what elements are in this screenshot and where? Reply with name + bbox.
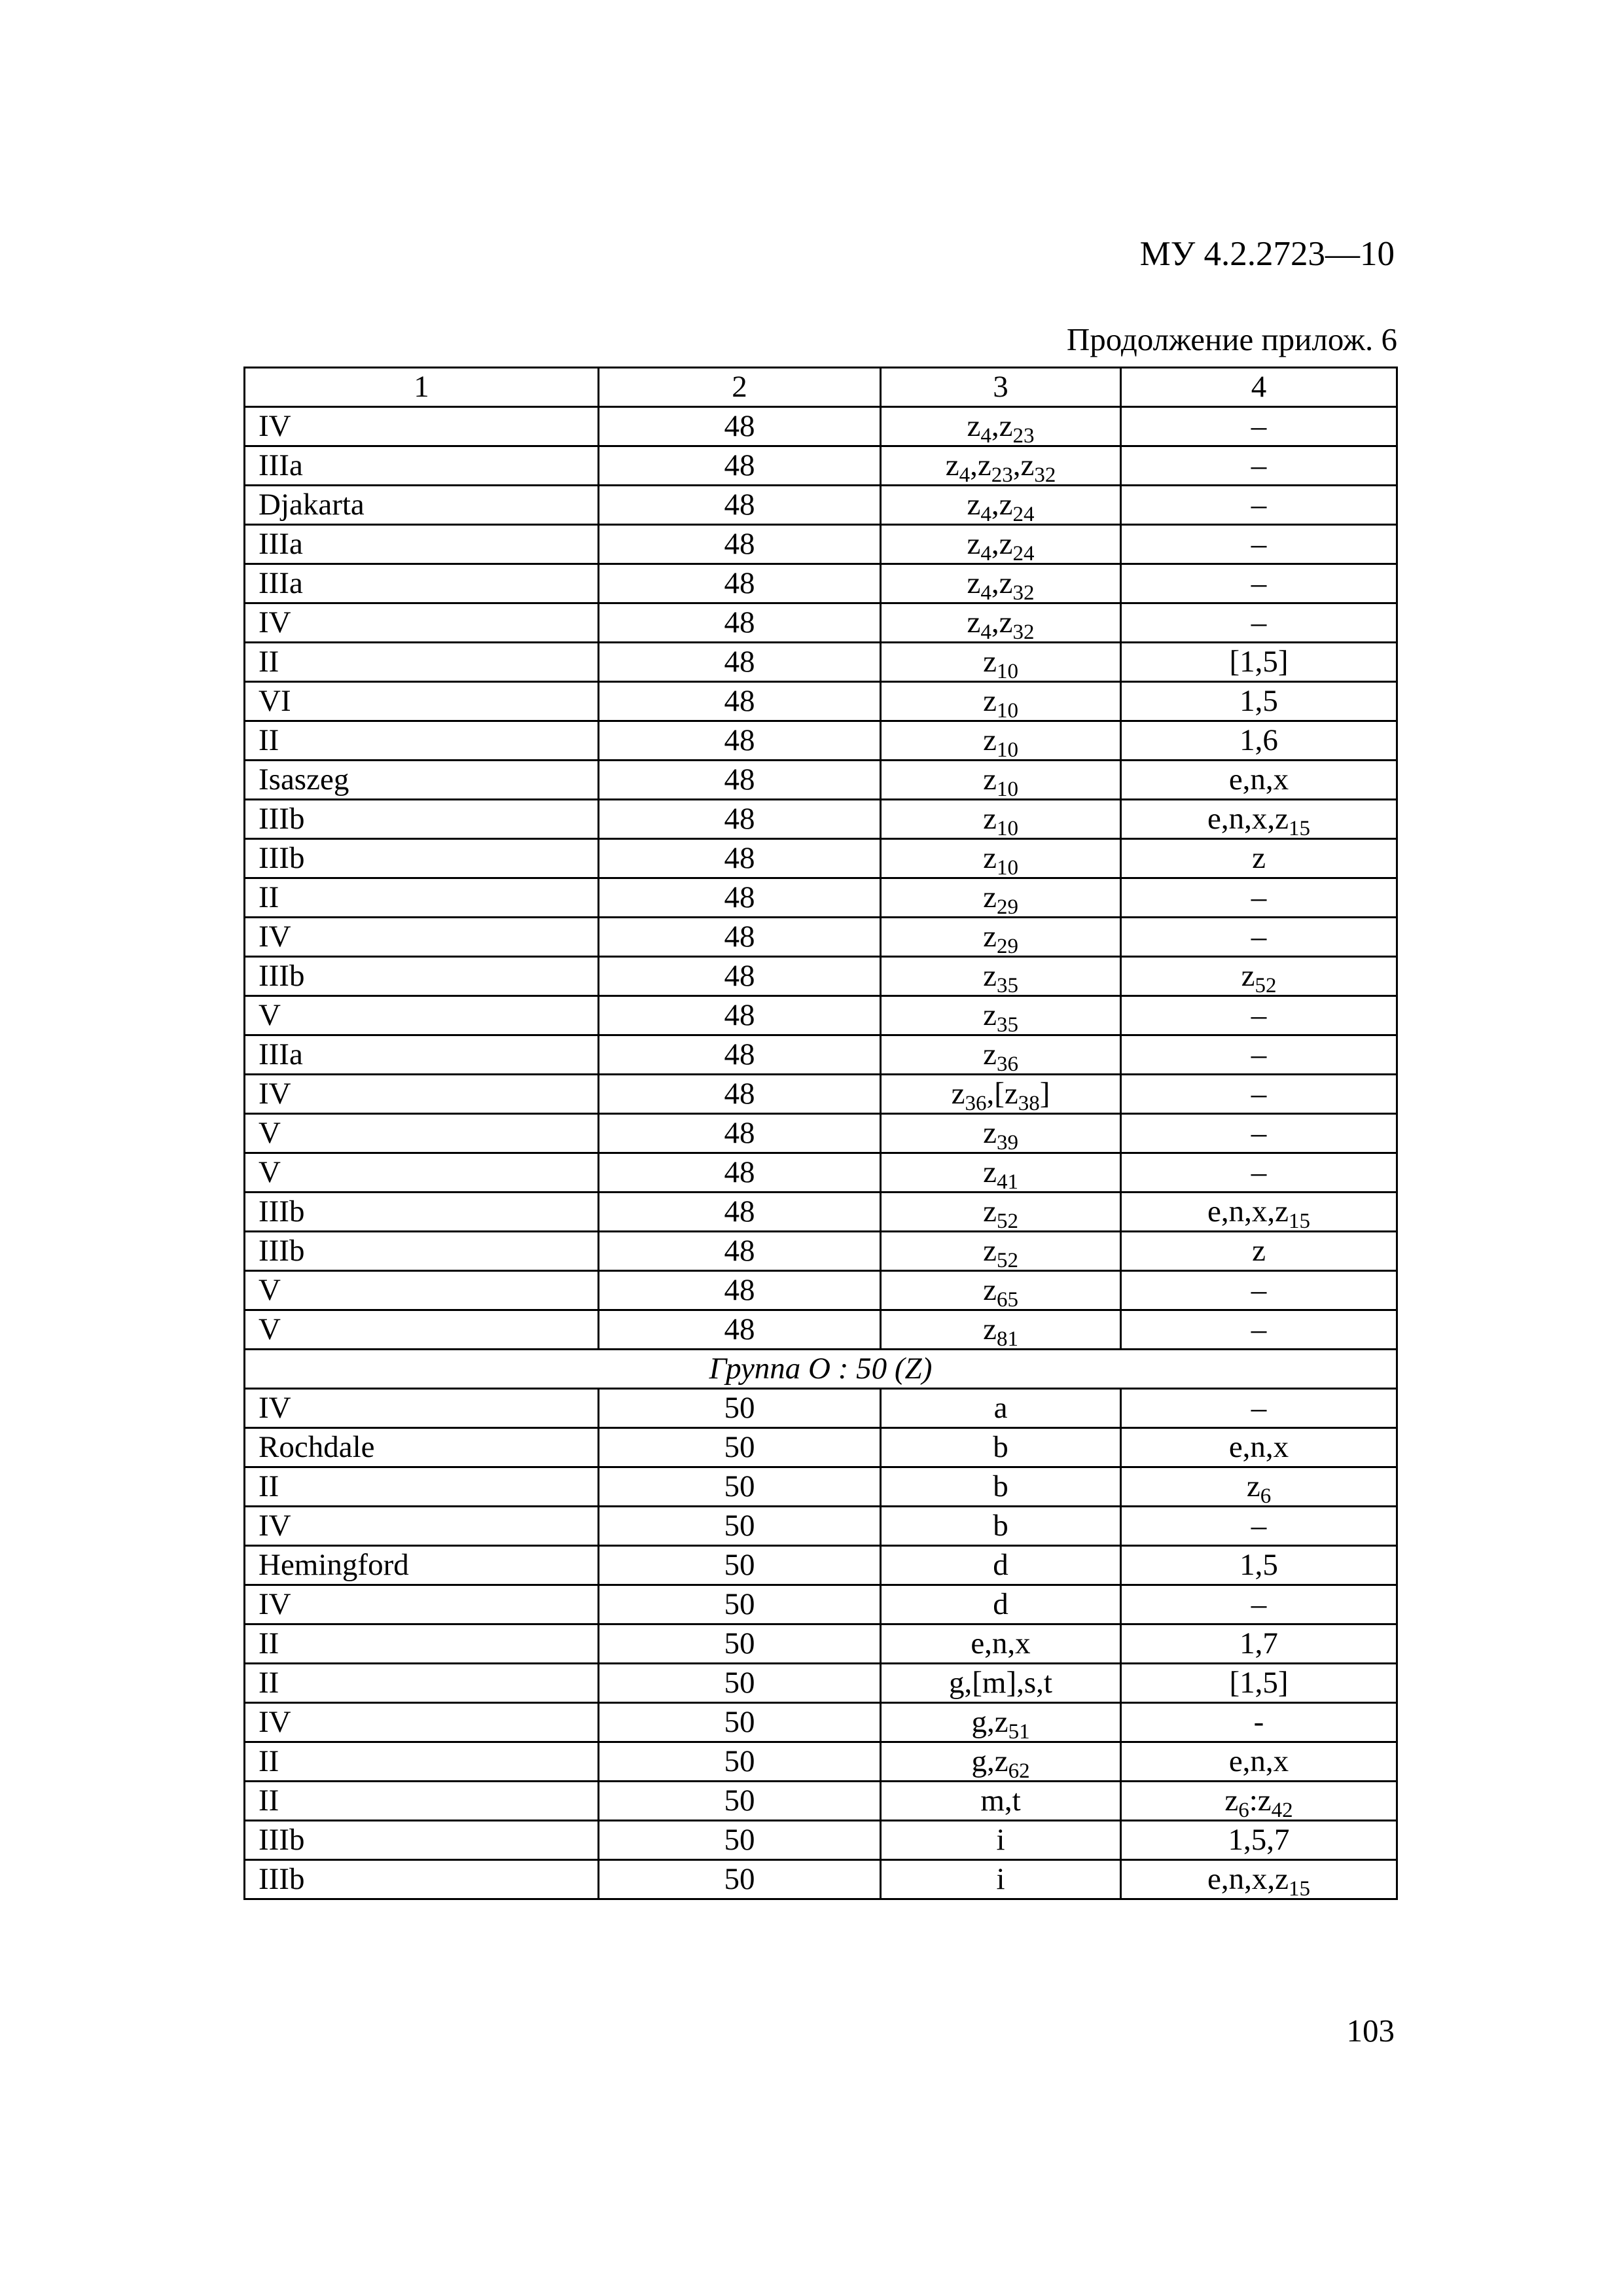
table-cell-c4: – (1121, 918, 1397, 957)
table-row (245, 1585, 1397, 1624)
table-cell-c3: b (881, 1467, 1121, 1507)
table-cell-c1: Isaszeg (245, 761, 599, 800)
table-cell-c3: $z_4,z_{23}$ (881, 407, 1121, 446)
group-heading: Группа О : 50 (Z) (245, 1350, 1397, 1389)
table-cell-c3: d (881, 1585, 1121, 1624)
table-cell-c3: $z_4,z_{24}$ (881, 525, 1121, 564)
table-row (245, 525, 1397, 564)
table-cell-c3: i (881, 1860, 1121, 1899)
appendix-continuation-label: Продолжение прилож. 6 (1066, 321, 1397, 357)
table-cell-c3: $z_{29}$ (881, 878, 1121, 918)
table-row (245, 1507, 1397, 1546)
table-cell-c4: – (1121, 1585, 1397, 1624)
table-cell-c2: 48 (599, 1035, 881, 1075)
table-cell-c1: IV (245, 1585, 599, 1624)
table-cell-c2: 48 (599, 1271, 881, 1310)
column-header-2: 2 (599, 368, 881, 407)
table-cell-c3: $z_{52}$ (881, 1193, 1121, 1232)
table-row (245, 603, 1397, 643)
table-cell-c3: $z_{35}$ (881, 996, 1121, 1035)
table-cell-c3: $z_{29}$ (881, 918, 1121, 957)
table-row (245, 761, 1397, 800)
table-row (245, 1035, 1397, 1075)
table-row (245, 1389, 1397, 1428)
table-cell-c3: a (881, 1389, 1121, 1428)
table-cell-c4: $z_6$ (1121, 1467, 1397, 1507)
table-row (245, 1664, 1397, 1703)
table-cell-c3: $z_{65}$ (881, 1271, 1121, 1310)
table-cell-c1: V (245, 1114, 599, 1153)
table-cell-c4: [1,5] (1121, 643, 1397, 682)
table-cell-c1: IV (245, 603, 599, 643)
table-cell-c4: $z_{52}$ (1121, 957, 1397, 996)
table-body (245, 407, 1397, 1899)
table-cell-c1: II (245, 1664, 599, 1703)
table-cell-c1: IV (245, 1389, 599, 1428)
table-cell-c2: 48 (599, 957, 881, 996)
table-cell-c2: 50 (599, 1703, 881, 1742)
table-row (245, 918, 1397, 957)
table-cell-c1: V (245, 1153, 599, 1193)
table-cell-c3: $g,z_{51}$ (881, 1703, 1121, 1742)
table-cell-c1: Hemingford (245, 1546, 599, 1585)
table-cell-c4: – (1121, 878, 1397, 918)
table-cell-c1: VI (245, 682, 599, 721)
table-cell-c3: $z_{10}$ (881, 721, 1121, 761)
table-row (245, 1428, 1397, 1467)
table-cell-c3: $z_4,z_{23},z_{32}$ (881, 446, 1121, 486)
table-cell-c4: – (1121, 1389, 1397, 1428)
table-row (245, 1193, 1397, 1232)
table-cell-c2: 50 (599, 1546, 881, 1585)
table-cell-c4: [1,5] (1121, 1664, 1397, 1703)
table-cell-c4: – (1121, 1153, 1397, 1193)
table-cell-c2: 50 (599, 1428, 881, 1467)
table-row (245, 1782, 1397, 1821)
table-cell-c2: 48 (599, 603, 881, 643)
table-row (245, 643, 1397, 682)
table-cell-c4: z (1121, 839, 1397, 878)
table-cell-c1: IV (245, 1703, 599, 1742)
table-cell-c2: 50 (599, 1782, 881, 1821)
table-row (245, 957, 1397, 996)
table-cell-c4: $e,n,x,z_{15}$ (1121, 1193, 1397, 1232)
table-cell-c4: z (1121, 1232, 1397, 1271)
table-cell-c1: IIIa (245, 1035, 599, 1075)
table-cell-c4: – (1121, 446, 1397, 486)
table-row (245, 682, 1397, 721)
table-cell-c1: V (245, 1271, 599, 1310)
table-cell-c1: IIIb (245, 1821, 599, 1860)
table-cell-c3: g,[m],s,t (881, 1664, 1121, 1703)
table-cell-c2: 50 (599, 1624, 881, 1664)
table-cell-c2: 48 (599, 761, 881, 800)
table-cell-c1: V (245, 1310, 599, 1350)
table-cell-c2: 50 (599, 1664, 881, 1703)
table-cell-c1: IV (245, 1507, 599, 1546)
table-cell-c3: $z_{35}$ (881, 957, 1121, 996)
table-cell-c2: 48 (599, 721, 881, 761)
table-cell-c2: 48 (599, 682, 881, 721)
table-cell-c3: i (881, 1821, 1121, 1860)
table-cell-c4: – (1121, 407, 1397, 446)
table-cell-c3: $z_{10}$ (881, 800, 1121, 839)
table-cell-c4: – (1121, 1114, 1397, 1153)
table-cell-c2: 48 (599, 1193, 881, 1232)
table-cell-c3: d (881, 1546, 1121, 1585)
table-cell-c1: II (245, 721, 599, 761)
table-row (245, 1467, 1397, 1507)
table-row (245, 1624, 1397, 1664)
table-row (245, 1742, 1397, 1782)
table-cell-c4: 1,7 (1121, 1624, 1397, 1664)
column-header-4: 4 (1121, 368, 1397, 407)
table-row (245, 800, 1397, 839)
table-cell-c4: – (1121, 603, 1397, 643)
table-row (245, 1232, 1397, 1271)
table-cell-c3: $z_4,z_{32}$ (881, 564, 1121, 603)
table-cell-c2: 48 (599, 839, 881, 878)
table-cell-c1: II (245, 1742, 599, 1782)
table-cell-c3: $z_{36}$ (881, 1035, 1121, 1075)
table-cell-c3: e,n,x (881, 1624, 1121, 1664)
column-header-3: 3 (881, 368, 1121, 407)
table-cell-c4: $z_6:z_{42}$ (1121, 1782, 1397, 1821)
table-row (245, 1271, 1397, 1310)
table-cell-c4: – (1121, 1271, 1397, 1310)
table-row (245, 564, 1397, 603)
table-cell-c3: $z_{39}$ (881, 1114, 1121, 1153)
table-cell-c4: $e,n,x,z_{15}$ (1121, 1860, 1397, 1899)
table-cell-c4: – (1121, 486, 1397, 525)
serovar-table (243, 367, 1398, 1900)
table-cell-c4: – (1121, 996, 1397, 1035)
table-cell-c3: b (881, 1428, 1121, 1467)
table-cell-c2: 48 (599, 446, 881, 486)
table-cell-c3: $z_{10}$ (881, 761, 1121, 800)
table-row (245, 839, 1397, 878)
table-cell-c4: – (1121, 1075, 1397, 1114)
table-cell-c4: – (1121, 525, 1397, 564)
table-cell-c1: IIIa (245, 525, 599, 564)
table-cell-c1: II (245, 643, 599, 682)
table-cell-c3: $z_{81}$ (881, 1310, 1121, 1350)
table-row (245, 1821, 1397, 1860)
table-cell-c1: Rochdale (245, 1428, 599, 1467)
table-cell-c1: II (245, 1782, 599, 1821)
table-row (245, 1703, 1397, 1742)
table-cell-c1: V (245, 996, 599, 1035)
table-row (245, 446, 1397, 486)
table-cell-c2: 50 (599, 1467, 881, 1507)
table-cell-c3: $z_{10}$ (881, 682, 1121, 721)
table-cell-c4: 1,5 (1121, 1546, 1397, 1585)
table-cell-c1: IIIb (245, 1860, 599, 1899)
table-cell-c2: 48 (599, 407, 881, 446)
table-cell-c1: IV (245, 918, 599, 957)
table-cell-c2: 50 (599, 1742, 881, 1782)
table-cell-c2: 48 (599, 525, 881, 564)
table-row (245, 407, 1397, 446)
table-header-row (245, 368, 1397, 407)
table-row (245, 1114, 1397, 1153)
table-cell-c1: IIIb (245, 800, 599, 839)
table-cell-c2: 48 (599, 1075, 881, 1114)
table-cell-c4: – (1121, 1507, 1397, 1546)
table-cell-c1: IIIb (245, 1232, 599, 1271)
table-cell-c1: IIIb (245, 1193, 599, 1232)
table-cell-c3: $z_{41}$ (881, 1153, 1121, 1193)
table-cell-c3: $z_{10}$ (881, 839, 1121, 878)
table-cell-c2: 48 (599, 800, 881, 839)
document-code: МУ 4.2.2723—10 (1139, 235, 1395, 273)
table-cell-c4: - (1121, 1703, 1397, 1742)
table-cell-c3: $z_{10}$ (881, 643, 1121, 682)
table-cell-c4: $e,n,x,z_{15}$ (1121, 800, 1397, 839)
table-cell-c1: IIIb (245, 957, 599, 996)
table-cell-c4: e,n,x (1121, 1428, 1397, 1467)
table-cell-c2: 48 (599, 486, 881, 525)
table-cell-c2: 48 (599, 1153, 881, 1193)
table-cell-c4: – (1121, 1035, 1397, 1075)
table-cell-c2: 50 (599, 1821, 881, 1860)
table-cell-c2: 48 (599, 564, 881, 603)
table-cell-c1: Djakarta (245, 486, 599, 525)
table-cell-c2: 48 (599, 996, 881, 1035)
table-cell-c2: 48 (599, 878, 881, 918)
table-row (245, 878, 1397, 918)
table-cell-c3: $z_{36},[z_{38}]$ (881, 1075, 1121, 1114)
page-number: 103 (1346, 2013, 1395, 2049)
group-row (245, 1350, 1397, 1389)
table-cell-c2: 50 (599, 1507, 881, 1546)
table-cell-c3: $z_{52}$ (881, 1232, 1121, 1271)
table-cell-c4: 1,5 (1121, 682, 1397, 721)
table-cell-c1: II (245, 878, 599, 918)
table-cell-c3: m,t (881, 1782, 1121, 1821)
table-cell-c3: $z_4,z_{24}$ (881, 486, 1121, 525)
table-cell-c2: 50 (599, 1585, 881, 1624)
table-row (245, 1310, 1397, 1350)
table-cell-c1: IV (245, 1075, 599, 1114)
table-cell-c1: IIIa (245, 564, 599, 603)
table-row (245, 1075, 1397, 1114)
table-cell-c2: 48 (599, 643, 881, 682)
column-header-1: 1 (245, 368, 599, 407)
table-cell-c1: IV (245, 407, 599, 446)
table-row (245, 1860, 1397, 1899)
table-cell-c2: 48 (599, 1310, 881, 1350)
table-cell-c4: – (1121, 564, 1397, 603)
table-cell-c1: IIIa (245, 446, 599, 486)
table-cell-c4: 1,6 (1121, 721, 1397, 761)
table-cell-c4: e,n,x (1121, 1742, 1397, 1782)
table-row (245, 996, 1397, 1035)
table-row (245, 721, 1397, 761)
table-row (245, 1546, 1397, 1585)
table-cell-c2: 48 (599, 1114, 881, 1153)
table-cell-c3: $g,z_{62}$ (881, 1742, 1121, 1782)
table-row (245, 1153, 1397, 1193)
table-cell-c1: II (245, 1624, 599, 1664)
table-cell-c3: $z_4,z_{32}$ (881, 603, 1121, 643)
table-cell-c1: II (245, 1467, 599, 1507)
table-row (245, 486, 1397, 525)
table-cell-c4: 1,5,7 (1121, 1821, 1397, 1860)
table-cell-c2: 48 (599, 1232, 881, 1271)
table-cell-c2: 50 (599, 1860, 881, 1899)
table-cell-c2: 48 (599, 918, 881, 957)
table-cell-c2: 50 (599, 1389, 881, 1428)
table-cell-c4: e,n,x (1121, 761, 1397, 800)
table-cell-c1: IIIb (245, 839, 599, 878)
table-cell-c3: b (881, 1507, 1121, 1546)
table-cell-c4: – (1121, 1310, 1397, 1350)
